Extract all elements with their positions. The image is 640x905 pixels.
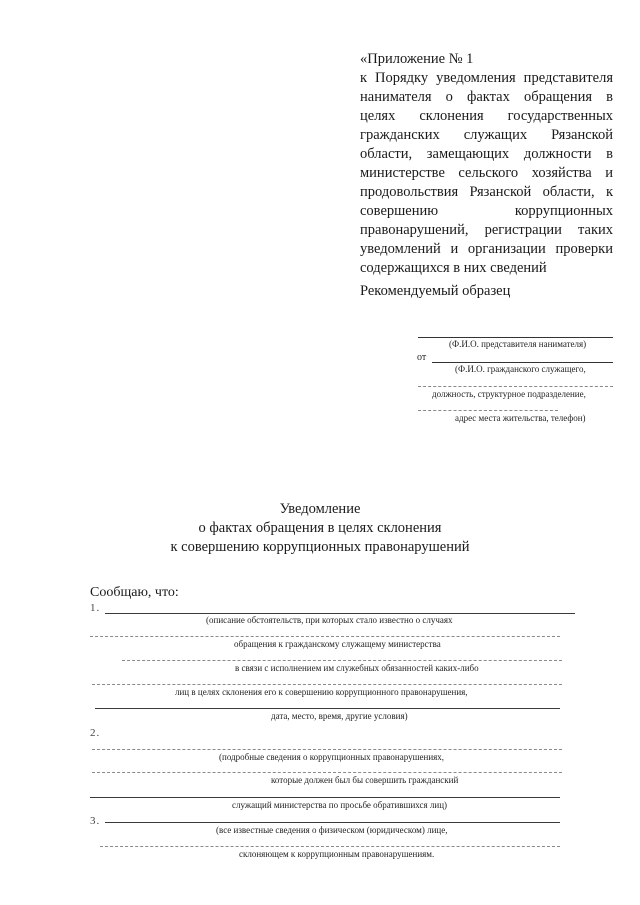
position-line	[418, 386, 613, 387]
form-line	[122, 660, 562, 661]
item1-caption: обращения к гражданскому служащему министерства	[234, 639, 441, 649]
item1-caption: лиц в целях склонения его к совершению коррупционного правонарушения,	[175, 687, 468, 697]
appendix-line: уведомлений и организации проверки	[360, 241, 613, 257]
employee-caption: (Ф.И.О. гражданского служащего,	[455, 364, 586, 374]
item-number: 2.	[90, 727, 101, 739]
employer-caption: (Ф.И.О. представителя нанимателя)	[449, 339, 587, 349]
title-line: о фактах обращения в целях склонения	[198, 520, 442, 536]
appendix-line: к Порядку уведомления представителя	[360, 70, 613, 86]
item1-caption: в связи с исполнением им служебных обязанностей каких-либо	[235, 663, 479, 673]
form-line	[90, 636, 560, 637]
item2-caption: которые должен был бы совершить гражданский	[271, 775, 459, 785]
form-line	[100, 846, 560, 847]
position-caption: должность, структурное подразделение,	[432, 389, 586, 399]
item3-caption: склоняющем к коррупционным правонарушениям.	[239, 849, 435, 859]
from-label: от	[417, 352, 427, 363]
form-line	[90, 797, 560, 798]
appendix-line: продовольствия Рязанской области, к	[360, 184, 613, 200]
employer-name-line	[418, 337, 613, 338]
recommended-sample-label: Рекомендуемый образец	[360, 283, 511, 299]
item-number: 1.	[90, 602, 101, 614]
form-line	[92, 684, 562, 685]
appendix-line: целях склонения государственных	[360, 108, 613, 124]
form-line	[95, 708, 560, 709]
form-line	[105, 822, 560, 823]
address-caption: адрес места жительства, телефон)	[455, 413, 586, 423]
appendix-line: гражданских служащих Рязанской	[360, 127, 613, 143]
appendix-line: совершению коррупционных	[360, 203, 613, 219]
form-line	[92, 749, 562, 750]
item-number: 3.	[90, 815, 101, 827]
notice-title	[0, 500, 640, 557]
item2-caption: служащий министерства по просьбе обратившихся лиц)	[232, 800, 448, 810]
title-line: к совершению коррупционных правонарушений	[170, 539, 470, 555]
title-line: Уведомление	[279, 501, 361, 517]
address-line	[418, 410, 558, 411]
item3-caption: (все известные сведения о физическом (юридическом) лице,	[216, 825, 448, 835]
appendix-line: министерстве сельского хозяйства и	[360, 165, 613, 181]
appendix-line: области, замещающих должности в	[360, 146, 613, 162]
appendix-line: правонарушений, регистрации таких	[360, 222, 613, 238]
appendix-header	[360, 50, 613, 278]
item2-caption: (подробные сведения о коррупционных правонарушениях,	[219, 752, 445, 762]
appendix-line: «Приложение № 1	[360, 51, 474, 67]
item1-caption: дата, место, время, другие условия)	[271, 711, 408, 721]
item1-caption: (описание обстоятельств, при которых стало известно о случаях	[206, 615, 453, 625]
form-line	[92, 772, 562, 773]
employee-name-line	[432, 362, 613, 363]
appendix-line: содержащихся в них сведений	[360, 260, 547, 276]
appendix-line: нанимателя о фактах обращения в	[360, 89, 613, 105]
report-intro: Сообщаю, что:	[90, 585, 179, 600]
form-line	[105, 613, 575, 614]
